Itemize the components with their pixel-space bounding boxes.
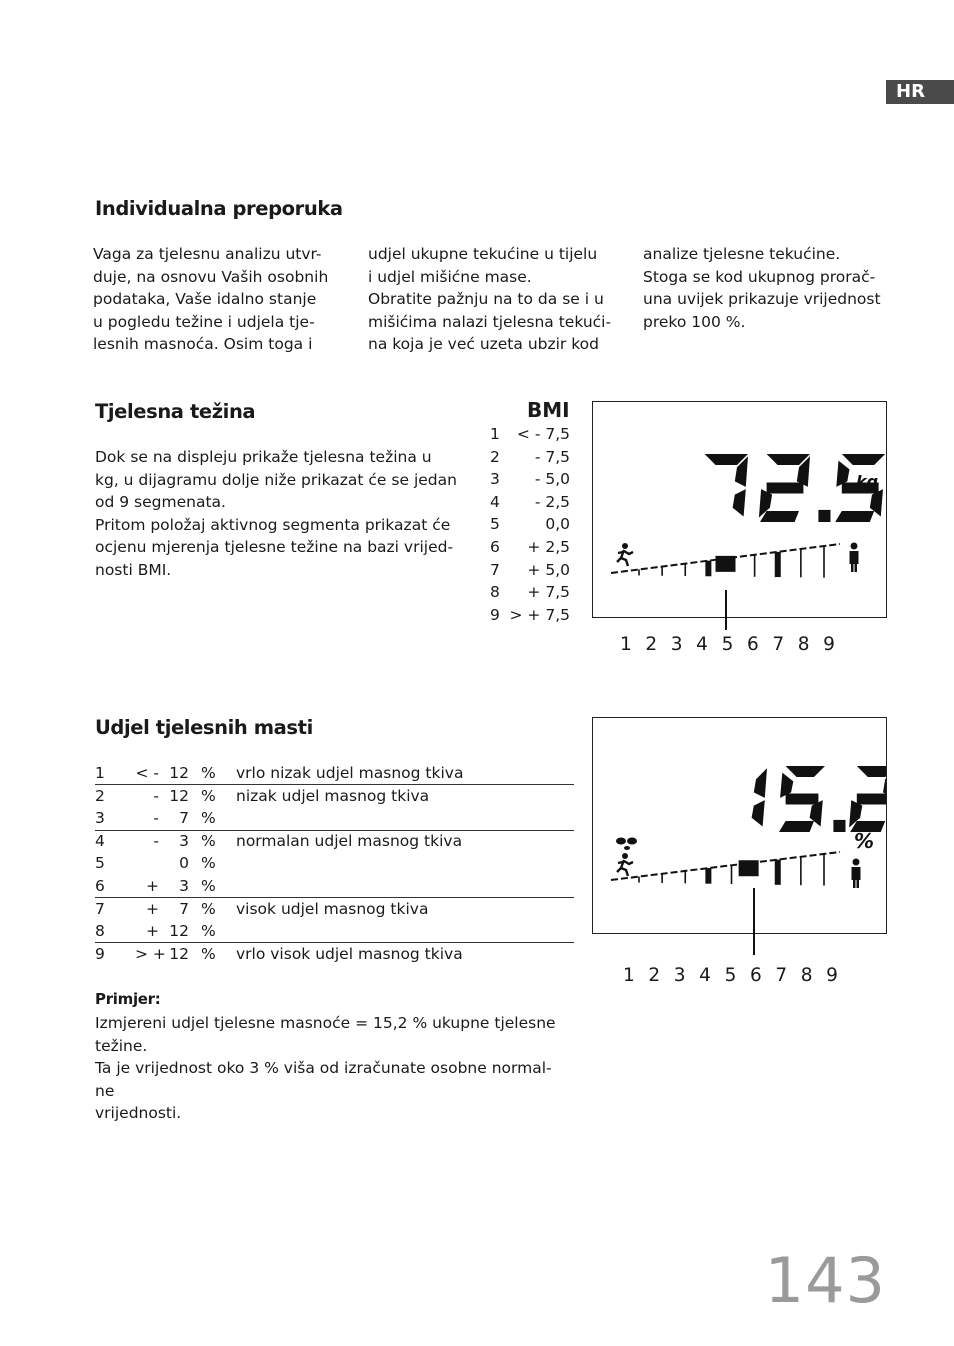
lcd-decimal-point [818,510,830,522]
lcd-segment [754,768,767,798]
fat-table-row [95,830,574,853]
runner-icon [617,543,633,566]
segment-number: 2 [648,965,661,986]
lcd-segment [767,483,804,494]
bmi-row-value: - 7,5 [534,447,570,466]
segment-tick [661,567,663,576]
lcd-segment [842,454,885,465]
bmi-header: BMI [527,398,570,422]
fat-cell-n: 9 [95,944,105,963]
section-title-body-fat: Udjel tjelesnih masti [95,716,313,739]
fat-cell-v: 12 [169,922,189,941]
bmi-row-index: 2 [490,447,500,466]
lcd-decimal-point [833,820,845,832]
fat-drops-icon [616,838,637,851]
section-title-body-weight: Tjelesna težina [95,400,256,423]
fat-cell-n: 5 [95,854,105,873]
segment-tick [775,552,781,577]
weight-display [592,401,887,618]
lcd-segment [733,489,746,516]
weight-unit: kg [856,472,879,491]
fat-cell-s: - [153,809,159,828]
bmi-row-value: > + 7,5 [509,605,570,624]
segment-tick [800,857,802,885]
fat-cell-s: + [146,877,159,895]
fat-segment-bar [611,852,840,886]
segment-number: 9 [826,965,838,986]
fat-cell-p: % [201,944,216,963]
bmi-row-value: + 5,0 [527,560,570,579]
segment-number: 8 [800,965,813,986]
table-separator [95,784,574,785]
segment-tick [775,860,781,885]
fat-cell-v: 12 [169,944,189,963]
segment-number: 4 [696,634,708,655]
segment-number: 2 [645,634,658,655]
segment-number: 6 [749,965,762,986]
fat-table-row [95,852,574,875]
segment-tick [684,564,686,576]
lcd-segment [857,766,886,777]
bmi-row [490,513,570,536]
lcd-segment [786,766,825,777]
example-label: Primjer: [95,990,161,1008]
bmi-row [490,559,570,582]
section-title-individual-recommendation: Individualna preporuka [95,197,343,220]
fat-table-row [95,875,574,898]
bmi-row-value: < - 7,5 [516,425,570,443]
segment-number: 7 [772,634,785,655]
table-separator [95,830,574,831]
bmi-row [490,491,570,514]
fat-cell-d: normalan udjel masnog tkiva [236,831,463,850]
segment-number: 5 [721,634,734,655]
fat-table-row [95,920,574,943]
fat-cell-p: % [201,854,216,873]
fat-cell-n: 1 [95,764,105,782]
segment-number: 4 [699,965,711,986]
fat-cell-s: - [153,786,159,805]
fat-cell-p: % [201,786,216,805]
fat-cell-v: 0 [179,854,189,873]
fat-cell-p: % [201,831,216,850]
fat-cell-p: % [201,922,216,941]
bmi-row-index: 9 [490,605,500,624]
segment-tick [731,865,733,884]
segment-tick [754,555,756,577]
segment-tick [638,569,640,575]
lcd-segment [760,511,799,522]
page-number: 143 [764,1244,886,1317]
segment-tick [800,549,802,577]
segment-tick [705,868,711,884]
segment-number: 1 [620,634,632,655]
person-icon [852,859,861,889]
segment-baseline [611,852,840,880]
fat-table-row [95,762,574,785]
segment-number: 1 [623,965,635,986]
lcd-segment [786,794,819,805]
segment-active [716,556,736,572]
bmi-row-index: 4 [490,492,500,511]
fat-cell-v: 12 [169,764,189,782]
fat-cell-d: nizak udjel masnog tkiva [236,786,430,805]
fat-cell-v: 7 [179,809,189,828]
bmi-row-value: - 2,5 [534,492,570,511]
segment-tick [823,854,825,886]
bmi-row-index: 3 [490,470,500,489]
fat-segment-numbers [623,965,852,986]
fat-active-pointer [753,888,755,955]
body-fat-display [592,717,887,934]
segment-number: 5 [724,965,737,986]
bmi-row [490,423,570,446]
fat-cell-s: - [153,831,159,850]
fat-cell-s: + [146,899,159,918]
language-tab: HR [886,80,954,104]
fat-cell-n: 7 [95,899,105,918]
fat-cell-s: + [146,922,159,941]
fat-table-row [95,898,574,921]
fat-cell-d: vrlo nizak udjel masnog tkiva [236,764,464,782]
segment-tick [705,561,711,577]
fat-cell-v: 12 [169,786,189,805]
bmi-row [490,536,570,559]
lcd-segment [752,800,765,826]
segment-number: 3 [670,634,683,655]
fat-cell-v: 3 [179,877,189,895]
weight-segment-bar [611,544,840,578]
bmi-row-index: 8 [490,583,500,602]
fat-cell-n: 2 [95,786,105,805]
fat-lcd-digits [752,766,886,832]
segment-active [739,860,759,876]
bmi-row [490,468,570,491]
segment-number: 6 [746,634,759,655]
example-text: Izmjereni udjel tjelesne masnoće = 15,2 % ukupne tjelesne težine. Ta je vrijednost oko 3 % viša od izračunate osobne normal- ne vrijednosti. [95,1014,556,1123]
fat-table-row [95,807,574,830]
bmi-row-value: + 2,5 [527,538,570,556]
fat-cell-n: 8 [95,922,105,941]
bmi-row [490,604,570,627]
segment-number: 9 [823,634,835,655]
fat-table-row [95,785,574,808]
fat-cell-p: % [201,899,216,918]
bmi-row [490,581,570,604]
fat-cell-d: visok udjel masnog tkiva [236,899,429,918]
fat-table-row [95,943,574,966]
fat-cell-p: % [201,764,216,782]
fat-cell-n: 3 [95,809,105,828]
lcd-segment [779,821,814,832]
table-separator [95,942,574,943]
fat-cell-n: 4 [95,831,105,850]
segment-tick [661,874,663,883]
fat-cell-s: < - [135,764,159,782]
intro-column-3: analize tjelesne tekućine. Stoga se kod ukupnog prorač- una uvijek prikazuje vrijednost preko 100 %. [643,245,881,331]
fat-cell-s: > + [135,944,166,963]
fat-cell-n: 6 [95,877,105,895]
table-separator [95,897,574,898]
bmi-row-value: + 7,5 [527,583,570,602]
segment-number: 3 [673,965,686,986]
runner-icon [617,853,633,876]
bmi-row [490,446,570,469]
fat-cell-v: 7 [179,899,189,918]
intro-column-2: udjel ukupne tekućine u tijelu i udjel mišićne mase. Obratite pažnju na to da se i u mišićima nalazi tjelesna tekući- na koja je već uzeta ubzir kod [368,245,612,354]
weight-segment-numbers [620,634,849,655]
segment-tick [823,546,825,578]
bmi-row-value: 0,0 [545,515,570,534]
body-weight-text: Dok se na displeju prikaže tjelesna težina u kg, u dijagramu dolje niže prikazat će se jedan od 9 segmenata. Pritom položaj aktivnog segmenta prikazat će ocjenu mjerenja tjelesne težine na bazi vrijed- nosti BMI. [95,448,457,579]
weight-active-pointer [725,590,727,630]
fat-cell-p: % [201,877,216,895]
fat-unit: % [854,829,875,853]
segment-tick [684,871,686,883]
bmi-row-value: - 5,0 [534,470,570,489]
fat-cell-d: vrlo visok udjel masnog tkiva [236,944,463,963]
bmi-row-index: 1 [490,425,500,443]
intro-column-1: Vaga za tjelesnu analizu utvr- duje, na osnovu Vaših osobnih podataka, Vaše idalno stanje u pogledu težine i udjela tje- lesnih masnoća. Osim toga i [93,245,329,354]
lcd-segment [835,511,874,522]
segment-number: 8 [797,634,810,655]
bmi-row-index: 5 [490,515,500,534]
person-icon [850,543,859,573]
fat-cell-v: 3 [179,831,189,850]
segment-tick [638,877,640,883]
fat-cell-p: % [201,809,216,828]
segment-number: 7 [775,965,788,986]
bmi-row-index: 6 [490,538,500,556]
lcd-segment [857,794,886,805]
bmi-row-index: 7 [490,560,500,579]
